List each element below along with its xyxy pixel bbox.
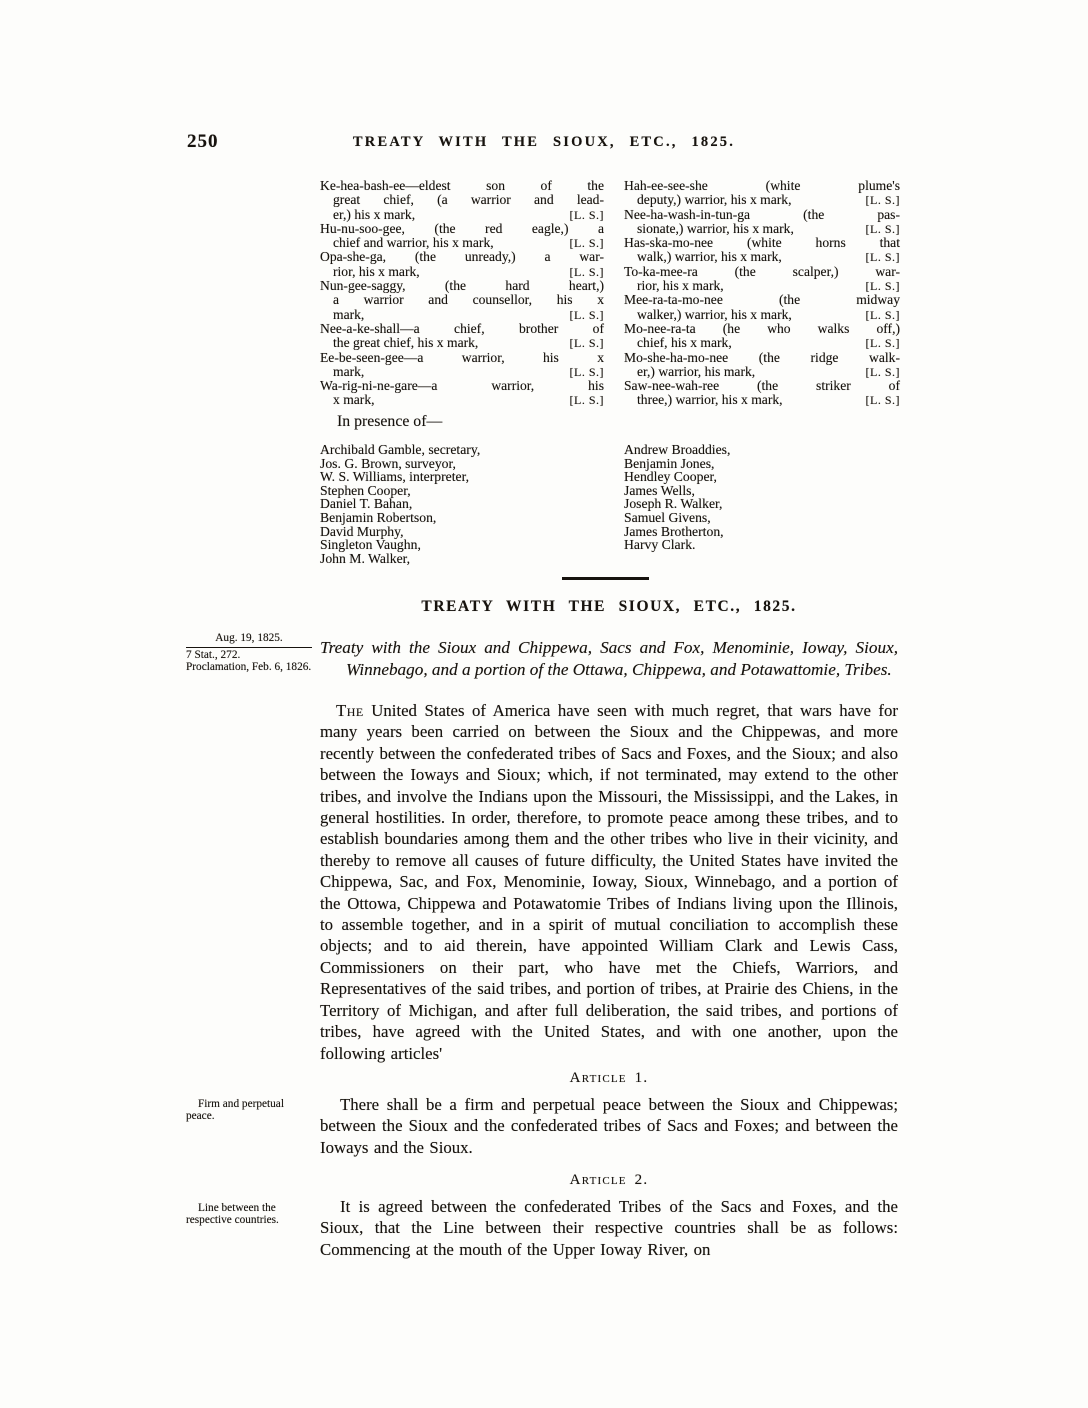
article-2-text: It is agreed between the confederated Tribes of the Sacs and Foxes, and the Sioux, that the Line between their respective countries shall be as follows: Commencing at the mouth of the Upper Ioway River, on [320, 1197, 898, 1259]
signature-line [320, 336, 604, 350]
signature-text: walk,) warrior, his x mark, [637, 249, 782, 265]
signature-text: mark, [333, 306, 365, 322]
signature-entry [320, 322, 604, 351]
witnesses-column-right [624, 443, 900, 565]
witness-name: Benjamin Jones, [624, 455, 715, 471]
article-2-heading: Article 2. [569, 1172, 649, 1188]
section-divider [562, 577, 649, 580]
signature-text: x mark, [333, 392, 375, 408]
signature-text: er,) his x mark, [333, 206, 416, 222]
seal-mark: [L. S.] [569, 264, 604, 279]
signature-entry [320, 379, 604, 408]
signature-entry [624, 208, 900, 237]
signature-entry [624, 179, 900, 208]
signature-line [320, 308, 604, 322]
witness-name: Daniel T. Bahan, [320, 496, 413, 512]
signature-column-left [320, 179, 604, 408]
witness-name: Singleton Vaughn, [320, 537, 421, 553]
signature-line [624, 393, 900, 407]
signature-line [624, 365, 900, 379]
preamble-text: United States of America have seen with much regret, that wars have for many years been carried on between the Sioux and the Chippewas, and more recently between the confederated tribes of Sacs and Foxes, and the Sioux; and also between the Ioways and Sioux; which, if not terminated, may extend to the other tribes, and involve the Indians upon the Missouri, the Mississippi, and the Lakes, in general hostilities. In order, therefore, to promote peace among these tribes, and to establish boundaries among them and the other tribes who live in their vicinity, and thereby to remove all causes of future difficulty, the United States have invited the Chippewa, Sac, and Fox, Menominie, Ioway, Sioux, Winnebago, and a portion of the Ottowa, Chippewa and Potawatomie Tribes of Indians living upon the Illinois, to assemble together, and in a spirit of mutual conciliation to accomplish these objects; and to aid therein, have appointed William Clark and Lewis Cass, Commissioners on their part, who have met the Chiefs, Warriors, and Representatives of the said tribes, and portion of tribes, at Prairie des Chiens, in the Territory of Michigan, and after full deliberation, the said tribes, and portions of tribes, have agreed with the United States, and with one another, upon the following articles' [320, 701, 898, 1063]
signature-text: er,) warrior, his mark, [637, 363, 756, 379]
signature-line: Ee-be-seen-gee—a warrior, his x [320, 349, 604, 365]
witness-name: W. S. Williams, interpreter, [320, 469, 470, 485]
signature-line: great chief, (a warrior and lead- [333, 192, 604, 208]
witness-name: James Wells, [624, 482, 695, 498]
signature-line: Has-ska-mo-nee (white horns that [624, 235, 900, 251]
seal-mark: [L. S.] [865, 393, 900, 408]
signature-entry [624, 265, 900, 294]
signature-entry [320, 222, 604, 251]
witness-intro: In presence of— [337, 413, 443, 430]
witness-name: Archibald Gamble, secretary, [320, 442, 481, 457]
seal-mark: [L. S.] [569, 236, 604, 251]
signature-line: Hah-ee-see-she (white plume's [624, 178, 900, 193]
witness-name: Harvy Clark. [624, 537, 696, 553]
signature-line: Opa-she-ga, (the unready,) a war- [320, 249, 604, 265]
seal-mark: [L. S.] [865, 307, 900, 322]
signature-text: sionate,) warrior, his x mark, [637, 220, 794, 236]
seal-mark: [L. S.] [865, 279, 900, 294]
signature-entry [624, 236, 900, 265]
witness-name: Stephen Cooper, [320, 482, 411, 498]
signature-line [624, 222, 900, 236]
witness-name: Jos. G. Brown, surveyor, [320, 455, 456, 471]
signature-text: three,) warrior, his x mark, [637, 392, 783, 408]
signature-block [320, 179, 900, 408]
sidenote-proclamation: Proclamation, Feb. 6, 1826. [186, 661, 312, 674]
sidenote-rule [186, 647, 312, 649]
seal-mark: [L. S.] [569, 364, 604, 379]
signature-line: Ke-hea-bash-ee—eldest son of the [320, 178, 604, 193]
witness-block [320, 443, 900, 565]
seal-mark: [L. S.] [569, 207, 604, 222]
signature-line: Mee-ra-ta-mo-nee (the midway [624, 292, 900, 308]
signature-line [624, 336, 900, 350]
treaty-preamble [320, 700, 898, 1064]
witness-name: David Murphy, [320, 523, 404, 539]
signature-line: Wa-rig-ni-ne-gare—a warrior, his [320, 378, 604, 394]
signature-entry [624, 293, 900, 322]
article-1-heading: Article 1. [569, 1070, 649, 1086]
signature-line: Nee-ha-wash-in-tun-ga (the pas- [624, 206, 900, 222]
signature-line [320, 208, 604, 222]
signature-entry [624, 351, 900, 380]
witness-name: Joseph R. Walker, [624, 496, 723, 512]
article-1-text: There shall be a firm and perpetual peace between the Sioux and Chippewas; between the Sioux and the confederated tribes of Sacs and Foxes; and between the Ioways and the Sioux. [320, 1095, 898, 1157]
witness-name: Andrew Broaddies, [624, 442, 731, 457]
seal-mark: [L. S.] [569, 336, 604, 351]
witness-name: Benjamin Robertson, [320, 509, 437, 525]
seal-mark: [L. S.] [569, 393, 604, 408]
article-1-sidenote: Firm and perpetual peace. [186, 1098, 284, 1122]
witness-name: John M. Walker, [320, 550, 411, 566]
signature-line: Saw-nee-wah-ree (the striker of [624, 378, 900, 394]
sidenote-date: Aug. 19, 1825. [215, 632, 283, 644]
signature-line [624, 279, 900, 293]
witnesses-column-left [320, 443, 604, 565]
seal-mark: [L. S.] [865, 193, 900, 208]
signature-line [320, 393, 604, 407]
signature-line [624, 308, 900, 322]
signature-text: deputy,) warrior, his x mark, [637, 192, 792, 208]
witness-name: Samuel Givens, [624, 509, 711, 525]
signature-entry [624, 322, 900, 351]
signature-entry [320, 250, 604, 279]
signature-line: a warrior and counsellor, his x [333, 292, 604, 308]
treaty-heading: TREATY WITH THE SIOUX, ETC., 1825. [421, 598, 797, 615]
signature-line: Nee-a-ke-shall—a chief, brother of [320, 320, 604, 336]
signature-line: To-ka-mee-ra (the scalper,) war- [624, 263, 900, 279]
seal-mark: [L. S.] [569, 307, 604, 322]
signature-line [320, 236, 604, 250]
signature-entry [624, 379, 900, 408]
preamble-lead-word: The [336, 701, 364, 720]
signature-text: the great chief, his x mark, [333, 335, 479, 351]
signature-text: mark, [333, 363, 365, 379]
witness-name: Hendley Cooper, [624, 469, 717, 485]
treaty-title: Treaty with the Sioux and Chippewa, Sacs and Fox, Menominie, Ioway, Sioux, Winnebago, and a portion of the Ottawa, Chippewa, and Potawattomie, Tribes. [320, 638, 898, 679]
signature-text: chief, his x mark, [637, 335, 732, 351]
witness-name: James Brotherton, [624, 523, 724, 539]
seal-mark: [L. S.] [865, 336, 900, 351]
page-number: 250 [187, 131, 219, 152]
seal-mark: [L. S.] [865, 364, 900, 379]
signature-column-right [624, 179, 900, 408]
signature-line [624, 250, 900, 264]
sidenote-statute: 7 Stat., 272. [186, 649, 241, 662]
signature-line: Mo-she-ha-mo-nee (the ridge walk- [624, 349, 900, 365]
signature-entry [320, 179, 604, 222]
running-head: TREATY WITH THE SIOUX, ETC., 1825. [352, 134, 736, 150]
signature-line [624, 193, 900, 207]
signature-text: rior, his x mark, [333, 263, 420, 279]
seal-mark: [L. S.] [865, 250, 900, 265]
signature-line [320, 265, 604, 279]
article-2-sidenote: Line between the respective countries. [186, 1202, 279, 1226]
signature-entry [320, 351, 604, 380]
signature-text: walker,) warrior, his x mark, [637, 306, 792, 322]
signature-line [320, 365, 604, 379]
signature-line: Hu-nu-soo-gee, (the red eagle,) a [320, 220, 604, 236]
signature-line: Nun-gee-saggy, (the hard heart,) [320, 278, 604, 294]
sidenote-citation [186, 633, 312, 674]
signature-text: chief and warrior, his x mark, [333, 235, 494, 251]
signature-line: Mo-nee-ra-ta (he who walks off,) [624, 320, 900, 336]
signature-text: rior, his x mark, [637, 278, 724, 294]
signature-entry [320, 279, 604, 322]
seal-mark: [L. S.] [865, 221, 900, 236]
